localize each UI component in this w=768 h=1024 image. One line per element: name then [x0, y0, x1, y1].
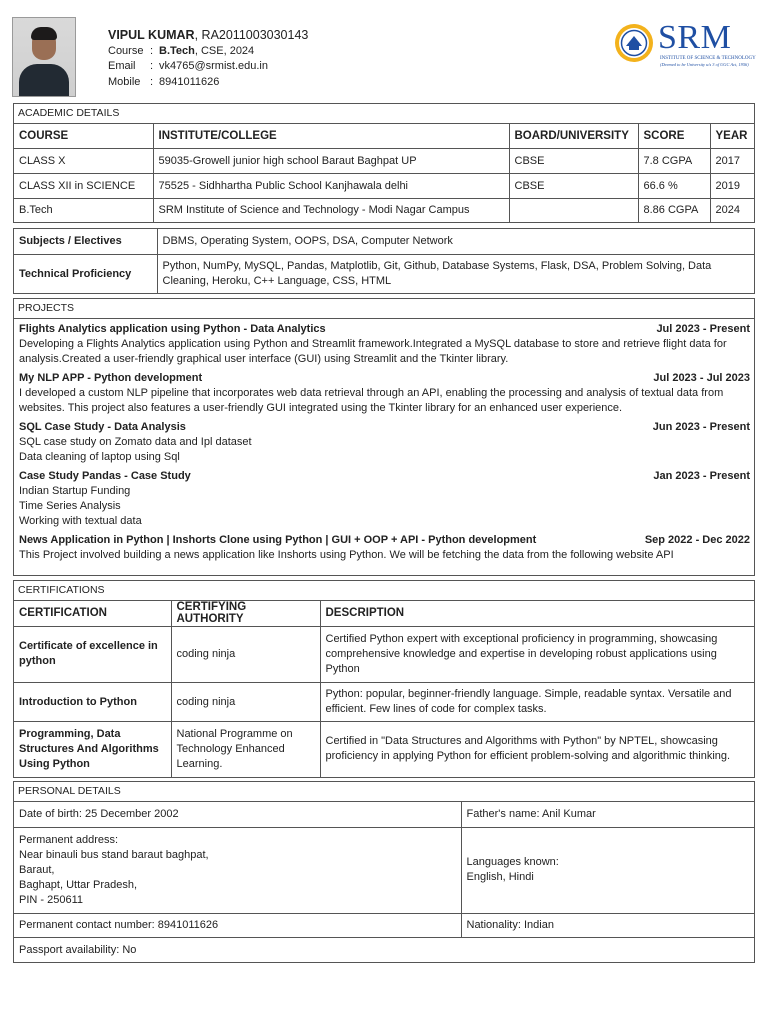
- project-date: Jan 2023 - Present: [653, 470, 750, 482]
- project-description: Working with textual data: [19, 515, 142, 527]
- project-description: Data cleaning of laptop using Sql: [19, 451, 180, 463]
- project-description: I developed a custom NLP pipeline that incorporates web data retrieval through an API, enabling the processing and analysis of textual data from websites. This project also features a user-friendly GUI integrated using the Tkinter library for an enhanced user experience.: [19, 387, 724, 414]
- project-description: This Project involved building a news application like Inshorts using Python. We will be fetching the data from the following website API: [19, 549, 674, 561]
- nationality: Nationality: Indian: [461, 913, 754, 937]
- table-row: Introduction to Python coding ninja Python: popular, beginner-friendly language. Simple, readable syntax. Versatile and efficient. Few lines of code for complex tasks.: [14, 682, 754, 721]
- subjects-row: [14, 229, 754, 254]
- project-item: [19, 533, 750, 563]
- table-row: Certificate of excellence in python coding ninja Certified Python expert with exceptional proficiency in programming, showcasing comprehensive knowledge and expertise in developing robust applications using Python: [14, 626, 754, 682]
- email-row: Email : vk4765@srmist.edu.in: [108, 59, 308, 75]
- project-header: [19, 469, 750, 484]
- project-description: Time Series Analysis: [19, 500, 121, 512]
- mobile-number: 8941011626: [159, 75, 220, 88]
- certifications-table: [14, 601, 754, 777]
- project-description: Indian Startup Funding: [19, 485, 131, 497]
- tech-label: Technical Proficiency: [14, 254, 157, 293]
- project-title: My NLP APP - Python development: [19, 372, 203, 384]
- project-title: News Application in Python | Inshorts Clone using Python | GUI + OOP + API - Python development: [19, 534, 537, 546]
- registration-number: , RA2011003030143: [194, 28, 309, 42]
- project-header: [19, 322, 750, 337]
- project-item: [19, 371, 750, 416]
- project-item: [19, 322, 750, 367]
- section-title: PERSONAL DETAILS: [14, 782, 754, 802]
- course-row: Course : B.Tech, CSE, 2024: [108, 44, 255, 57]
- candidate-name: VIPUL KUMAR: [108, 28, 195, 42]
- permanent-address: Permanent address: Near binauli bus stand baraut baghpat, Baraut, Baghapt, Uttar Pradesh, PIN - 250611: [14, 827, 461, 913]
- table-header-row: COURSE INSTITUTE/COLLEGE BOARD/UNIVERSITY SCORE YEAR: [14, 124, 754, 148]
- table-row: [14, 913, 754, 937]
- mobile-row: Mobile : 8941011626: [108, 75, 308, 91]
- academic-details-section: [13, 103, 755, 223]
- email-link[interactable]: vk4765@srmist.edu.in: [159, 60, 268, 72]
- passport-availability: Passport availability: No: [14, 937, 754, 962]
- project-title: Flights Analytics application using Python - Data Analytics: [19, 323, 326, 335]
- project-title: SQL Case Study - Data Analysis: [19, 421, 186, 433]
- project-item: [19, 420, 750, 465]
- project-description: Developing a Flights Analytics application using Python and Streamlit framework.Integrated a MySQL database to store and retrieve flight data for analysis.Created a user-friendly graphical user interface (GUI) using Streamlit and the Tkinter library.: [19, 338, 727, 365]
- section-title: CERTIFICATIONS: [14, 581, 754, 601]
- course-degree: B.Tech: [159, 44, 195, 57]
- table-row: CLASS X 59035-Growell junior high school Baraut Baghpat UP CBSE 7.8 CGPA 2017: [14, 148, 754, 173]
- certifications-section: [13, 580, 755, 778]
- project-date: Jun 2023 - Present: [652, 421, 750, 433]
- skills-table: [14, 229, 754, 293]
- project-date: Sep 2022 - Dec 2022: [644, 534, 750, 546]
- profile-photo: [12, 17, 76, 97]
- contact-info: [108, 28, 308, 90]
- tech-value: Python, NumPy, MySQL, Pandas, Matplotlib, Git, Github, Database Systems, Flask, DSA, Problem Solving, Data Cleaning, Heroku, C++ Language, CSS, HTML: [157, 254, 754, 293]
- project-header: [19, 420, 750, 435]
- project-header: [19, 533, 750, 548]
- table-row: Programming, Data Structures And Algorithms Using Python National Programme on Technology Enhanced Learning. Certified in "Data Structures and Algorithms with Python" by NPTEL, showcasing proficiency in applying Python for efficient problem-solving and algorithmic thinking.: [14, 721, 754, 777]
- project-header: [19, 371, 750, 386]
- project-date: Jul 2023 - Present: [656, 323, 750, 335]
- academic-table: [14, 124, 754, 222]
- fathers-name: Father's name: Anil Kumar: [461, 802, 754, 827]
- table-row: CLASS XII in SCIENCE 75525 - Sidhhartha Public School Kanjhawala delhi CBSE 66.6 % 2019: [14, 173, 754, 198]
- table-header-row: CERTIFICATION CERTIFYING AUTHORITY DESCRIPTION: [14, 601, 754, 626]
- srm-logo: SRM INSTITUTE OF SCIENCE & TECHNOLOGY (Deemed to be University u/s 3 of UGC Act, 1956): [614, 22, 754, 68]
- srm-emblem-icon: [614, 22, 658, 66]
- project-item: [19, 469, 750, 529]
- personal-details-section: [13, 781, 755, 963]
- table-row: [14, 802, 754, 827]
- project-list: [14, 319, 754, 563]
- contact-number: Permanent contact number: 8941011626: [14, 913, 461, 937]
- subjects-value: DBMS, Operating System, OOPS, DSA, Computer Network: [157, 229, 754, 254]
- personal-table: [14, 802, 754, 962]
- table-row: B.Tech SRM Institute of Science and Technology - Modi Nagar Campus 8.86 CGPA 2024: [14, 198, 754, 222]
- section-title: PROJECTS: [14, 299, 754, 319]
- project-title: Case Study Pandas - Case Study: [19, 470, 191, 482]
- languages-known: Languages known: English, Hindi: [461, 827, 754, 913]
- projects-section: [13, 298, 755, 576]
- project-date: Jul 2023 - Jul 2023: [653, 372, 750, 384]
- table-row: [14, 937, 754, 962]
- project-description: SQL case study on Zomato data and Ipl dataset: [19, 436, 252, 448]
- skills-section: [13, 228, 755, 294]
- resume-header: [0, 0, 768, 100]
- table-row: [14, 827, 754, 913]
- subjects-label: Subjects / Electives: [14, 229, 157, 254]
- section-title: ACADEMIC DETAILS: [14, 104, 754, 124]
- technical-proficiency-row: [14, 254, 754, 293]
- date-of-birth: Date of birth: 25 December 2002: [14, 802, 461, 827]
